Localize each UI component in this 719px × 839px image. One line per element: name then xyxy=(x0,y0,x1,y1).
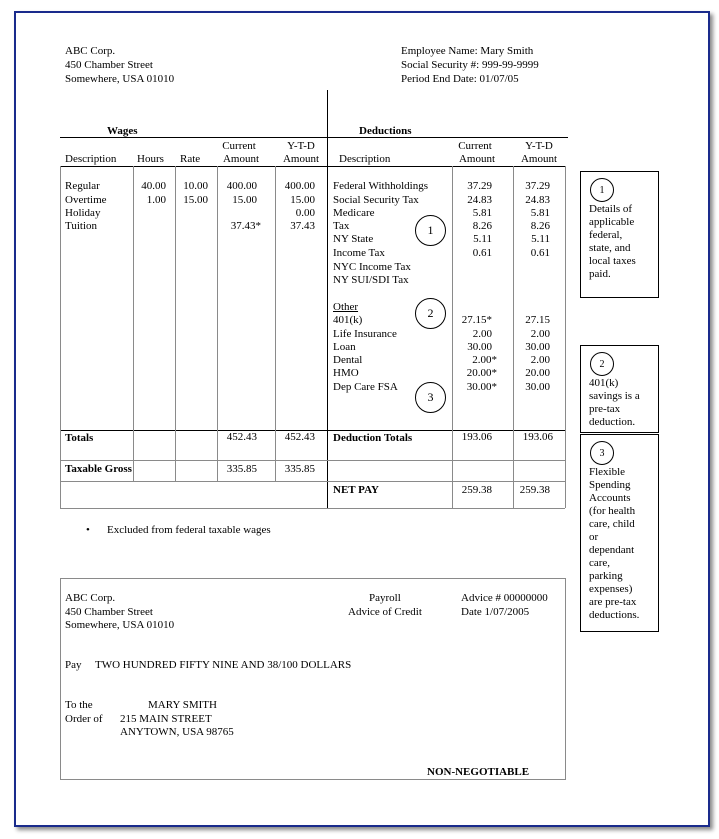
side-note-line: state, and xyxy=(589,242,631,254)
side-note-line: applicable xyxy=(589,216,635,228)
other-row-ytd: 30.00 xyxy=(525,381,550,393)
deductions-header-current-amount: Amount xyxy=(458,153,496,165)
wages-row-ytd: 15.00 xyxy=(290,194,315,206)
deductions-header-current: Current xyxy=(458,140,492,152)
wages-row-ytd: 0.00 xyxy=(295,207,315,219)
pay-amount-words: TWO HUNDRED FIFTY NINE AND 38/100 DOLLARS xyxy=(95,659,352,671)
side-note-line: Details of xyxy=(589,203,633,215)
pay-label: Pay xyxy=(65,659,82,671)
wages-totals-current: 452.43 xyxy=(226,431,257,443)
wages-title: Wages xyxy=(107,125,138,137)
to-the-label: To the xyxy=(65,699,93,711)
other-deductions-label: Other xyxy=(333,301,359,313)
side-note-line: pre-tax xyxy=(589,403,621,415)
tax-row-ytd: 37.29 xyxy=(525,180,550,192)
side-note-line: Flexible xyxy=(589,466,626,478)
non-negotiable-label: NON-NEGOTIABLE xyxy=(427,766,530,778)
wages-col-divider-1 xyxy=(133,166,134,481)
tax-row-ytd: 0.61 xyxy=(530,247,550,259)
table-bottom-line xyxy=(60,508,565,509)
tax-row-description: Tax xyxy=(333,220,350,232)
side-note-taxes xyxy=(580,171,659,298)
marker-2-circle: 2 xyxy=(415,298,446,329)
wages-row-hours: 40.00 xyxy=(141,180,166,192)
side-note-line: deduction. xyxy=(589,416,636,428)
tax-row-description: Social Security Tax xyxy=(333,194,419,206)
tax-row-ytd: 5.81 xyxy=(530,207,550,219)
other-row-current: 27.15* xyxy=(461,314,492,326)
side-note-line: savings is a xyxy=(589,390,640,402)
deduction-totals-ytd: 193.06 xyxy=(522,431,553,443)
tax-row-current: 8.26 xyxy=(472,220,492,232)
advice-number: Advice # 00000000 xyxy=(461,592,548,604)
advice-payroll-label: Payroll xyxy=(369,592,401,604)
side-note-line: Spending xyxy=(589,479,631,491)
side-note-line: care, xyxy=(589,557,611,569)
side-note-line: parking xyxy=(589,570,623,582)
other-row-current: 2.00* xyxy=(472,354,497,366)
deductions-header-description: Description xyxy=(339,153,391,165)
side-note-number: 2 xyxy=(590,352,614,376)
period-end-date: Period End Date: 01/07/05 xyxy=(401,73,519,85)
wages-row-description: Holiday xyxy=(65,207,101,219)
advice-date: Date 1/07/2005 xyxy=(461,606,530,618)
side-note-line: Accounts xyxy=(589,492,631,504)
footnote-text: Excluded from federal taxable wages xyxy=(107,524,271,536)
deductions-header-ytd-amount: Amount xyxy=(520,153,558,165)
company-city: Somewhere, USA 01010 xyxy=(65,73,175,85)
wages-row-description: Overtime xyxy=(65,194,107,206)
table-right-edge xyxy=(565,166,566,508)
tax-row-current: 37.29 xyxy=(467,180,492,192)
side-note-line: (for health xyxy=(589,505,636,517)
employee-name: Employee Name: Mary Smith xyxy=(401,45,534,57)
wages-row-ytd: 37.43 xyxy=(290,220,315,232)
tax-row-description: Income Tax xyxy=(333,247,385,259)
side-note-line: local taxes xyxy=(589,255,636,267)
other-row-current: 30.00* xyxy=(466,381,497,393)
wages-row-current: 400.00 xyxy=(226,180,257,192)
net-pay-current: 259.38 xyxy=(461,484,492,496)
side-note-line: paid. xyxy=(589,268,611,280)
other-row-description: Life Insurance xyxy=(333,328,397,340)
taxable-gross-ytd: 335.85 xyxy=(284,463,315,475)
other-row-ytd: 27.15 xyxy=(525,314,550,326)
header-bottom-line xyxy=(60,166,565,167)
company-name: ABC Corp. xyxy=(65,45,116,57)
other-row-ytd: 2.00 xyxy=(530,328,550,340)
other-row-ytd: 2.00 xyxy=(530,354,550,366)
wages-col-divider-2 xyxy=(175,166,176,481)
tax-row-current: 5.81 xyxy=(472,207,492,219)
tax-row-ytd: 8.26 xyxy=(530,220,550,232)
side-note-line: federal, xyxy=(589,229,623,241)
net-pay-label: NET PAY xyxy=(333,484,379,496)
other-row-description: HMO xyxy=(333,367,359,379)
side-note-401k xyxy=(580,345,659,433)
tax-row-current: 24.83 xyxy=(467,194,492,206)
wages-row-current: 15.00 xyxy=(232,194,257,206)
deduction-totals-current: 193.06 xyxy=(461,431,492,443)
deduction-totals-label: Deduction Totals xyxy=(333,432,413,444)
side-note-fsa xyxy=(580,434,659,632)
deductions-header-ytd: Y-T-D xyxy=(525,140,553,152)
payee-street: 215 MAIN STREET xyxy=(120,713,212,725)
totals-bottom-line xyxy=(60,460,565,461)
bullet-icon: • xyxy=(86,524,90,536)
wages-header-current: Current xyxy=(222,140,256,152)
tax-row-description: NYC Income Tax xyxy=(333,261,411,273)
wages-row-current: 37.43* xyxy=(230,220,261,232)
other-row-description: Dep Care FSA xyxy=(333,381,398,393)
side-note-number: 3 xyxy=(590,441,614,465)
tax-row-ytd: 5.11 xyxy=(531,233,550,245)
table-left-edge xyxy=(60,166,61,508)
side-note-line: expenses) xyxy=(589,583,633,595)
taxable-gross-current: 335.85 xyxy=(226,463,257,475)
wages-row-hours: 1.00 xyxy=(146,194,166,206)
side-note-line: dependant xyxy=(589,544,635,556)
wages-header-hours: Hours xyxy=(137,153,164,165)
wages-totals-ytd: 452.43 xyxy=(284,431,315,443)
wages-header-ytd-amount: Amount xyxy=(282,153,320,165)
other-row-description: Dental xyxy=(333,354,363,366)
other-row-current: 20.00* xyxy=(466,367,497,379)
advice-company-city: Somewhere, USA 01010 xyxy=(65,619,175,631)
other-row-description: Loan xyxy=(333,341,356,353)
other-row-ytd: 30.00 xyxy=(525,341,550,353)
wages-header-rate: Rate xyxy=(180,153,201,165)
employee-ssn: Social Security #: 999-99-9999 xyxy=(401,59,539,71)
wages-row-rate: 10.00 xyxy=(183,180,208,192)
tax-row-description: NY State xyxy=(333,233,374,245)
marker-3-circle: 3 xyxy=(415,382,446,413)
center-divider xyxy=(327,90,328,508)
payee-city: ANYTOWN, USA 98765 xyxy=(120,726,234,738)
company-street: 450 Chamber Street xyxy=(65,59,153,71)
deductions-title: Deductions xyxy=(359,125,412,137)
other-row-ytd: 20.00 xyxy=(525,367,550,379)
tax-row-current: 5.11 xyxy=(473,233,492,245)
net-pay-ytd: 259.38 xyxy=(519,484,550,496)
side-note-line: or xyxy=(589,531,599,543)
wages-header-current-amount: Amount xyxy=(222,153,260,165)
wages-header-description: Description xyxy=(65,153,117,165)
taxable-bottom-line xyxy=(60,481,565,482)
wages-header-ytd: Y-T-D xyxy=(287,140,315,152)
payee-name: MARY SMITH xyxy=(148,699,217,711)
marker-1-circle: 1 xyxy=(415,215,446,246)
tax-row-description: NY SUI/SDI Tax xyxy=(333,274,409,286)
order-of-label: Order of xyxy=(65,713,103,725)
side-note-line: deductions. xyxy=(589,609,640,621)
advice-of-credit-label: Advice of Credit xyxy=(348,606,422,618)
advice-company-name: ABC Corp. xyxy=(65,592,116,604)
advice-company-street: 450 Chamber Street xyxy=(65,606,153,618)
side-note-line: 401(k) xyxy=(589,377,619,389)
side-note-line: care, child xyxy=(589,518,635,530)
tax-row-description: Medicare xyxy=(333,207,375,219)
side-note-line: are pre-tax xyxy=(589,596,637,608)
other-row-description: 401(k) xyxy=(333,314,363,326)
wages-totals-label: Totals xyxy=(65,432,94,444)
tax-row-current: 0.61 xyxy=(472,247,492,259)
wages-row-description: Regular xyxy=(65,180,100,192)
other-row-current: 2.00 xyxy=(472,328,492,340)
wages-row-ytd: 400.00 xyxy=(284,180,315,192)
tax-row-ytd: 24.83 xyxy=(525,194,550,206)
taxable-gross-label: Taxable Gross xyxy=(65,463,132,475)
side-note-number: 1 xyxy=(590,178,614,202)
tax-row-description: Federal Withholdings xyxy=(333,180,428,192)
other-row-current: 30.00 xyxy=(467,341,492,353)
wages-row-rate: 15.00 xyxy=(183,194,208,206)
wages-row-description: Tuition xyxy=(65,220,98,232)
